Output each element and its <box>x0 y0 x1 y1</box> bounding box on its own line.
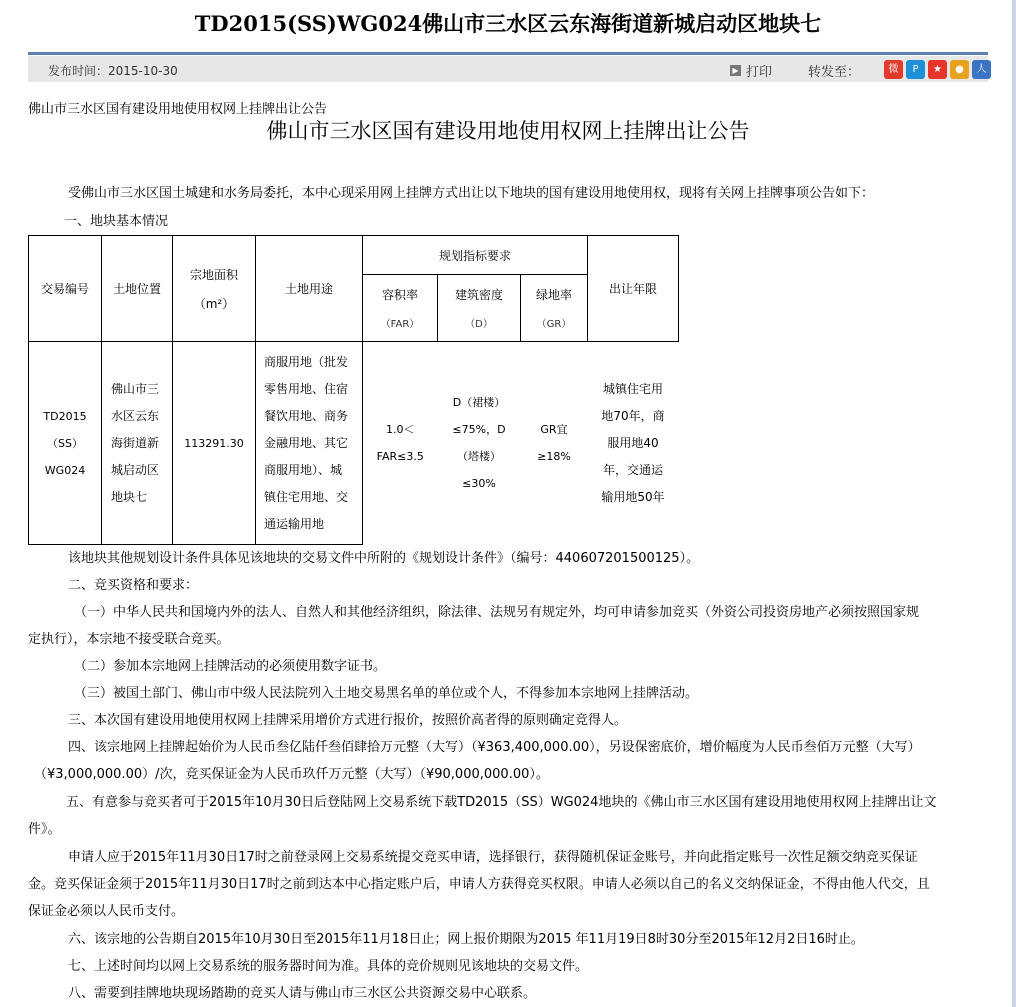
cell-density-line: ≤30% <box>462 477 496 491</box>
section-2-item-2: （二）参加本宗地网上挂牌活动的必须使用数字证书。 <box>74 659 387 674</box>
section-2-item-1-cont: 定执行），本宗地不接受联合竞买。 <box>28 632 230 647</box>
cell-code-line: WG024 <box>44 463 86 477</box>
notice-small-title: 佛山市三水区国有建设用地使用权网上挂牌出让公告 <box>28 102 328 117</box>
tencent-weibo-icon[interactable]: P <box>906 60 925 79</box>
cell-green-line: GR宜 <box>540 423 568 437</box>
cell-code-line: （SS） <box>47 436 83 450</box>
cell-far-line: 1.0＜ <box>386 423 415 437</box>
weibo-icon[interactable]: 微 <box>884 60 903 79</box>
cell-green <box>521 342 588 545</box>
cell-location-line: 水区云东 <box>111 408 160 423</box>
publish-label: 发布时间： <box>48 64 109 78</box>
cell-term-line: 地70年，商 <box>601 408 665 423</box>
header-density-label: 建筑密度 <box>454 288 503 302</box>
cell-use-line: 金融用地、其它 <box>264 435 349 450</box>
cell-use-line: 通运输用地 <box>264 516 325 531</box>
cell-code-line: TD2015 <box>43 409 87 423</box>
header-far-label: 容积率 <box>381 288 418 302</box>
qzone-icon[interactable]: ● <box>950 60 969 79</box>
header-code: 交易编号 <box>29 236 102 342</box>
cell-location <box>102 342 173 545</box>
section-5-application: 申请人应于2015年11月30日17时之前登录网上交易系统提交竞买申请，选择银行，获得随机保证金账号，并向此指定账号一次性足额交纳竞买保证 <box>68 850 918 865</box>
section-8: 八、需要到挂牌地块现场踏勘的竞买人请与佛山市三水区公共资源交易中心联系。 <box>68 986 537 1001</box>
header-far-abbr: （FAR） <box>380 319 420 330</box>
header-green-abbr: （GR） <box>536 319 572 330</box>
renren-icon[interactable]: 人 <box>972 60 991 79</box>
people-icon[interactable]: ★ <box>928 60 947 79</box>
cell-density-line: ≤75%，D <box>452 423 506 437</box>
cell-use-line: 商服用地）、城 <box>264 462 343 477</box>
cell-area: 113291.30 <box>173 342 256 545</box>
header-area-label: 宗地面积 <box>189 267 238 282</box>
publish-date <box>48 62 178 79</box>
header-location: 土地位置 <box>102 236 173 342</box>
cell-density-line: （塔楼） <box>457 450 501 464</box>
section-2-item-3: （三）被国土部门、佛山市中级人民法院列入土地交易黑名单的单位或个人，不得参加本宗地网上挂牌活动。 <box>74 686 699 701</box>
cell-term-line: 输用地50年 <box>601 489 665 504</box>
title-rule <box>28 52 988 55</box>
info-bar <box>28 56 988 82</box>
print-label: 打印 <box>746 65 773 80</box>
cell-far-line: FAR≤3.5 <box>376 450 424 464</box>
cell-far <box>363 342 438 545</box>
header-plan: 规划指标要求 <box>363 236 588 275</box>
intro-paragraph: 受佛山市三水区国土城建和水务局委托，本中心现采用网上挂牌方式出让以下地块的国有建设用地使用权，现将有关网上挂牌事项公告如下： <box>68 186 875 201</box>
cell-use-line: 镇住宅用地、交 <box>264 489 349 504</box>
cell-density-line: D（裙楼） <box>452 396 506 410</box>
window-right-border <box>1012 0 1016 1007</box>
cell-location-line: 地块七 <box>111 489 148 504</box>
share-label: 转发至： <box>808 65 861 80</box>
plot-info-table <box>28 235 679 545</box>
share-icons <box>884 60 991 79</box>
cell-use-line: 商服用地（批发 <box>264 354 349 369</box>
section-5-application-end: 保证金必须以人民币支付。 <box>28 904 185 919</box>
section-2-item-1: （一）中华人民共和国境内外的法人、自然人和其他经济组织，除法律、法规另有规定外，均可申请参加竞买（外资公司投资房地产必须按照国家规 <box>74 605 920 620</box>
section-6: 六、该宗地的公告期自2015年10月30日至2015年11月18日止；网上报价期限为2015 年11月19日8时30分至2015年12月2日16时止。 <box>68 932 864 947</box>
notice-title: 佛山市三水区国有建设用地使用权网上挂牌出让公告 <box>266 119 750 143</box>
header-green-label: 绿地率 <box>535 288 572 302</box>
section-2-heading: 二、竞买资格和要求： <box>68 578 199 593</box>
planning-note: 该地块其他规划设计条件具体见该地块的交易文件中所附的《规划设计条件》（编号：440607201500125）。 <box>68 551 700 566</box>
cell-term <box>588 342 679 545</box>
cell-density <box>438 342 521 545</box>
header-area-unit: （m²） <box>193 296 235 311</box>
cell-term-line: 城镇住宅用 <box>602 381 663 396</box>
page-title: TD2015(SS)WG024佛山市三水区云东海街道新城启动区地块七 <box>194 11 822 36</box>
print-arrow-icon: ▶ <box>730 65 741 76</box>
cell-code <box>29 342 102 545</box>
header-density-abbr: （D） <box>465 319 493 330</box>
header-green <box>521 275 588 342</box>
section-4: 四、该宗地网上挂牌起始价为人民币叁亿陆仟叁佰肆拾万元整（大写）（¥363,400,000.00），另设保密底价，增价幅度为人民币叁佰万元整（大写） <box>68 740 921 755</box>
section-5-cont: 件》。 <box>28 822 61 837</box>
header-use: 土地用途 <box>256 236 363 342</box>
section-5: 五、有意参与竞买者可于2015年10月30日后登陆网上交易系统下载TD2015（SS）WG024地块的《佛山市三水区国有建设用地使用权网上挂牌出让文 <box>66 795 937 810</box>
header-far <box>363 275 438 342</box>
section-1-heading: 一、地块基本情况 <box>64 214 169 229</box>
cell-location-line: 城启动区 <box>111 462 160 477</box>
section-4-cont: （¥3,000,000.00）/次，竞买保证金为人民币玖仟万元整（大写）（¥90,000,000.00）。 <box>34 767 549 782</box>
cell-location-line: 海街道新 <box>111 435 160 450</box>
print-button[interactable] <box>730 61 772 80</box>
header-area <box>173 236 256 342</box>
publish-date-value: 2015-10-30 <box>108 64 178 78</box>
cell-green-line: ≥18% <box>537 450 571 464</box>
table-row <box>29 342 679 545</box>
cell-location-line: 佛山市三 <box>111 381 160 396</box>
cell-use-line: 零售用地、住宿 <box>264 381 349 396</box>
section-3: 三、本次国有建设用地使用权网上挂牌采用增价方式进行报价，按照价高者得的原则确定竞得人。 <box>68 713 628 728</box>
section-5-application-cont: 金。竞买保证金须于2015年11月30日17时之前到达本中心指定账户后，申请人方获得竞买权限。申请人必须以自己的名义交纳保证金，不得由他人代交，且 <box>28 877 930 892</box>
cell-use <box>256 342 363 545</box>
header-term: 出让年限 <box>588 236 679 342</box>
section-7: 七、上述时间均以网上交易系统的服务器时间为准。具体的竞价规则见该地块的交易文件。 <box>68 959 589 974</box>
cell-term-line: 服用地40 <box>607 435 659 450</box>
cell-use-line: 餐饮用地、商务 <box>264 408 349 423</box>
header-density <box>438 275 521 342</box>
cell-term-line: 年，交通运 <box>602 462 663 477</box>
